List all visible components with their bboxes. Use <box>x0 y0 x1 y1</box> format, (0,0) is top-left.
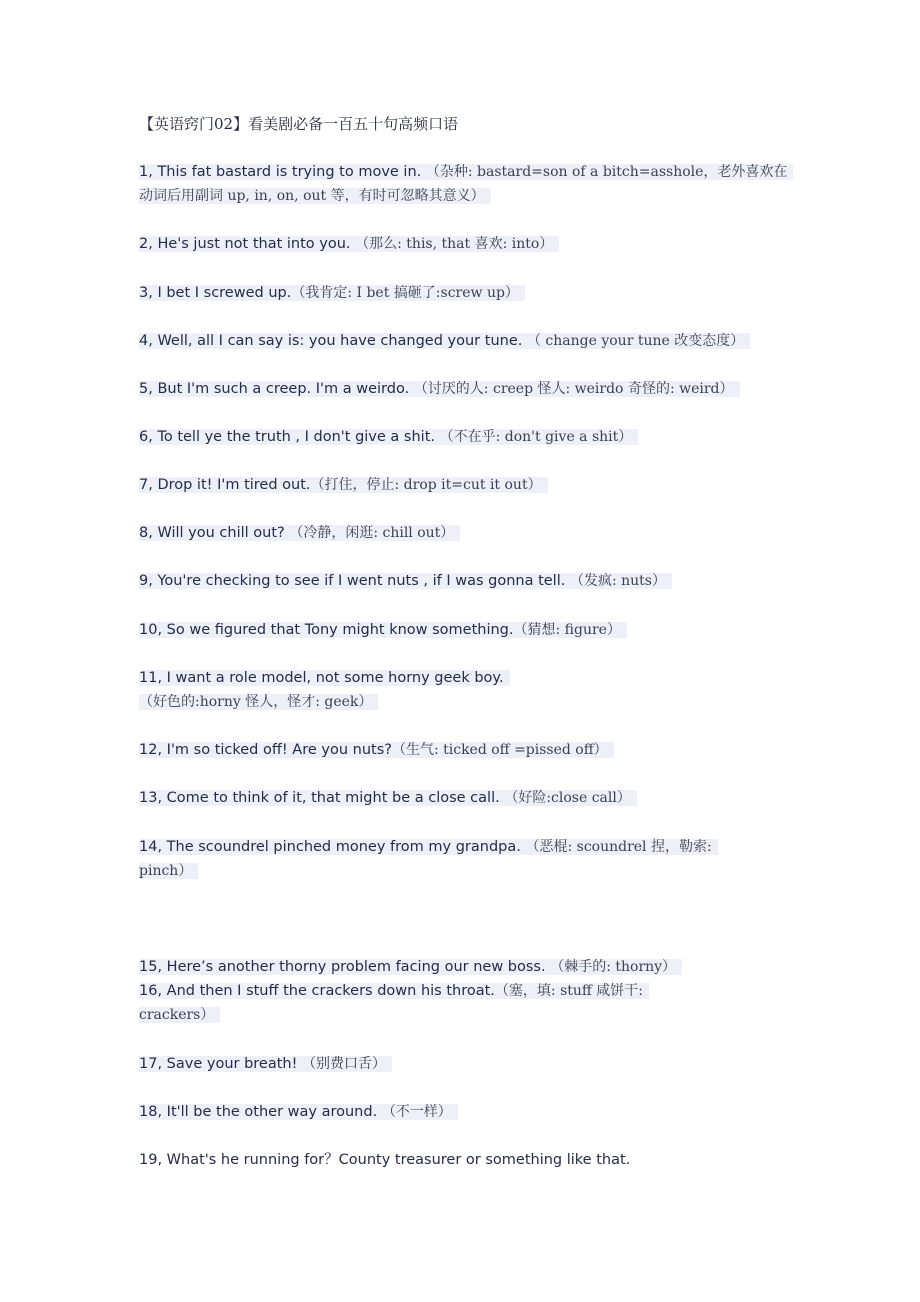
entry-highlight <box>139 622 627 638</box>
entry-english: 16, And then I stuff the crackers down his throat. <box>139 983 495 999</box>
entry-note: （好险:close call） <box>504 790 631 806</box>
entry-highlight <box>139 959 682 975</box>
entry-highlight <box>139 164 793 204</box>
phrase-entry-17 <box>139 1052 789 1076</box>
entry-english: 11, I want a role model, not some horny geek boy. <box>139 670 504 686</box>
entry-english: 14, The scoundrel pinched money from my grandpa. <box>139 839 526 855</box>
entry-highlight <box>139 333 750 349</box>
entry-highlight <box>139 1104 458 1120</box>
phrase-entry-4 <box>139 329 789 353</box>
entry-english: 13, Come to think of it, that might be a close call. <box>139 790 505 806</box>
entry-english: 7, Drop it! I'm tired out. <box>139 477 311 493</box>
document-title: 【英语窍门02】看美剧必备一百五十句高频口语 <box>139 115 459 133</box>
entry-highlight <box>139 573 672 589</box>
entry-highlight <box>139 670 510 710</box>
entry-note: （冷静，闲逛: chill out） <box>289 525 455 541</box>
entry-highlight <box>139 983 649 1023</box>
phrase-entry-13 <box>139 786 789 810</box>
entry-note: （棘手的: thorny） <box>550 959 677 975</box>
entry-highlight <box>139 742 614 758</box>
phrase-entry-6 <box>139 425 789 449</box>
entry-note: （恶棍: scoundrel 捏，勒索: pinch） <box>139 839 712 879</box>
entry-highlight <box>139 525 460 541</box>
entry-english: 1, This fat bastard is trying to move in. <box>139 164 426 180</box>
phrase-entry-1 <box>139 160 789 208</box>
entry-note: （我肯定: I bet 搞砸了:screw up） <box>291 285 519 301</box>
entry-highlight <box>139 429 638 445</box>
phrase-entry-5 <box>139 377 789 401</box>
phrase-entry-3 <box>139 281 789 305</box>
entry-highlight <box>139 1056 392 1072</box>
entry-highlight <box>139 285 525 301</box>
entry-highlight <box>139 839 718 879</box>
entry-highlight <box>139 477 548 493</box>
entry-english: 19, What's he running for？County treasurer or something like that. <box>139 1152 631 1168</box>
phrase-entry-14 <box>139 835 749 883</box>
phrase-entry-16 <box>139 979 699 1027</box>
entry-english: 4, Well, all I can say is: you have changed your tune. <box>139 333 527 349</box>
phrase-entry-11 <box>139 666 739 714</box>
entry-english: 10, So we figured that Tony might know something. <box>139 622 514 638</box>
entry-highlight <box>139 236 559 252</box>
entry-note: （别费口舌） <box>302 1056 387 1072</box>
entry-note: （生气: ticked off =pissed off） <box>391 742 608 758</box>
entry-note: （塞，填: stuff 咸饼干: crackers） <box>139 983 644 1023</box>
entry-note: （不一样） <box>381 1104 452 1120</box>
entry-english: 18, It'll be the other way around. <box>139 1104 382 1120</box>
phrase-entry-8 <box>139 521 789 545</box>
phrase-entry-18 <box>139 1100 789 1124</box>
entry-highlight <box>139 790 637 806</box>
entry-note: （讨厌的人: creep 怪人: weirdo 奇怪的: weird） <box>413 381 734 397</box>
entry-note: （ change your tune 改变态度） <box>526 333 745 349</box>
entry-english: 2, He's just not that into you. <box>139 236 356 252</box>
entry-english: 15, Here’s another thorny problem facing our new boss. <box>139 959 551 975</box>
phrase-entry-10 <box>139 618 789 642</box>
phrase-entry-12 <box>139 738 789 762</box>
entry-english: 5, But I'm such a creep. I'm a weirdo. <box>139 381 414 397</box>
entry-highlight <box>139 1152 636 1168</box>
entry-english: 6, To tell ye the truth , I don't give a shit. <box>139 429 440 445</box>
phrase-entry-2 <box>139 232 789 256</box>
entry-note: （发疯: nuts） <box>569 573 666 589</box>
entry-english: 12, I'm so ticked off! Are you nuts? <box>139 742 392 758</box>
phrase-entry-7 <box>139 473 789 497</box>
entry-highlight <box>139 381 740 397</box>
entry-note: （猜想: figure） <box>513 622 621 638</box>
phrase-entry-19 <box>139 1148 789 1172</box>
entry-note: （杂种: bastard=son of a bitch=asshole，老外喜欢在动词后用副词 up, in, on, out 等，有时可忽略其意义） <box>139 164 788 204</box>
phrase-entry-15 <box>139 955 789 979</box>
entry-note: （好色的:horny 怪人，怪才: geek） <box>139 694 373 710</box>
phrase-entry-9 <box>139 569 789 593</box>
entry-note: （不在乎: don't give a shit） <box>439 429 633 445</box>
entry-english: 3, I bet I screwed up. <box>139 285 292 301</box>
entry-english: 8, Will you chill out? <box>139 525 290 541</box>
entry-english: 9, You're checking to see if I went nuts , if I was gonna tell. <box>139 573 570 589</box>
entry-note: （那么: this, that 喜欢: into） <box>355 236 554 252</box>
entry-note: （打住，停止: drop it=cut it out） <box>310 477 542 493</box>
entry-english: 17, Save your breath! <box>139 1056 303 1072</box>
